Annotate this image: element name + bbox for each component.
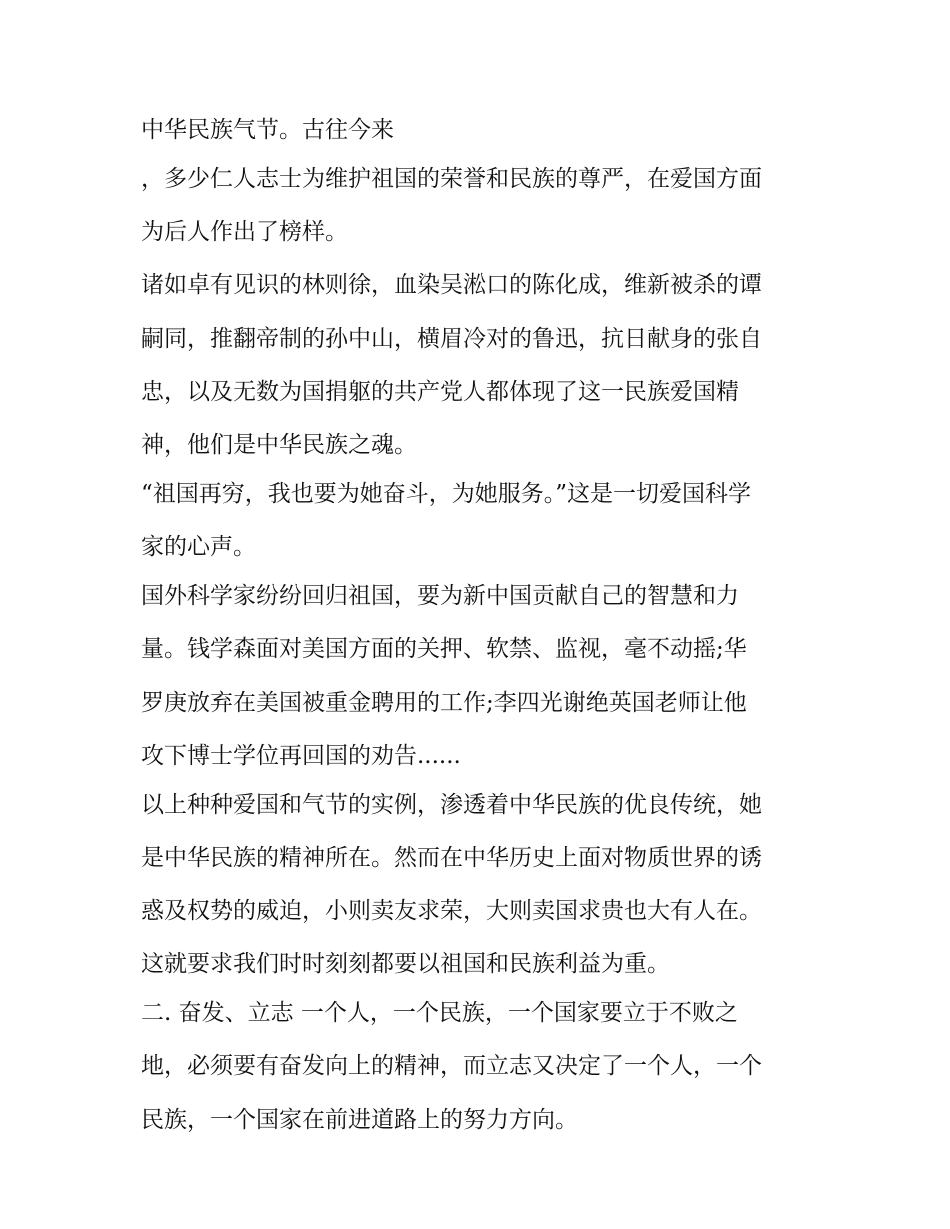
text-line: 中华民族气节。古往今来	[141, 117, 394, 143]
text-line: 是中华民族的精神所在。然而在中华历史上面对物质世界的诱	[141, 844, 762, 871]
text-line: 忠，以及无数为国捐躯的共产党人都体现了这一民族爱国精	[141, 378, 739, 405]
text-line: 民族，一个国家在前进道路上的努力方向。	[141, 1106, 578, 1133]
text-line: 惑及权势的威迫，小则卖友求荣，大则卖国求贵也大有人在。	[141, 898, 762, 925]
text-line: 攻下博士学位再回国的劝告......	[141, 742, 461, 769]
text-line: 罗庚放弃在美国被重金聘用的工作;李四光谢绝英国老师让他	[141, 689, 747, 716]
text-line: “祖国再穷，我也要为她奋斗，为她服务。”这是一切爱国科学	[141, 480, 752, 507]
text-line: 诸如卓有见识的林则徐，血染吴淞口的陈化成，维新被杀的谭	[141, 272, 762, 299]
text-line: 国外科学家纷纷回归祖国，要为新中国贡献自己的智慧和力	[141, 583, 739, 610]
text-line: 家的心声。	[141, 534, 256, 561]
text-line: 二. 奋发、立志 一个人，一个民族，一个国家要立于不败之	[141, 1000, 738, 1027]
text-line: 神，他们是中华民族之魂。	[141, 431, 417, 458]
text-line: 这就要求我们时时刻刻都要以祖国和民族利益为重。	[141, 951, 670, 978]
text-line: 为后人作出了榜样。	[141, 219, 348, 246]
text-line: ，多少仁人志士为维护祖国的荣誉和民族的尊严，在爱国方面	[141, 166, 762, 192]
text-line: 地，必须要有奋发向上的精神，而立志又决定了一个人，一个	[141, 1053, 762, 1080]
text-line: 嗣同，推翻帝制的孙中山，横眉冷对的鲁迅，抗日献身的张自	[141, 325, 762, 352]
text-line: 量。钱学森面对美国方面的关押、软禁、监视，毫不动摇;华	[141, 636, 747, 663]
body-text	[141, 112, 821, 1138]
text-line: 以上种种爱国和气节的实例，渗透着中华民族的优良传统，她	[141, 791, 762, 818]
